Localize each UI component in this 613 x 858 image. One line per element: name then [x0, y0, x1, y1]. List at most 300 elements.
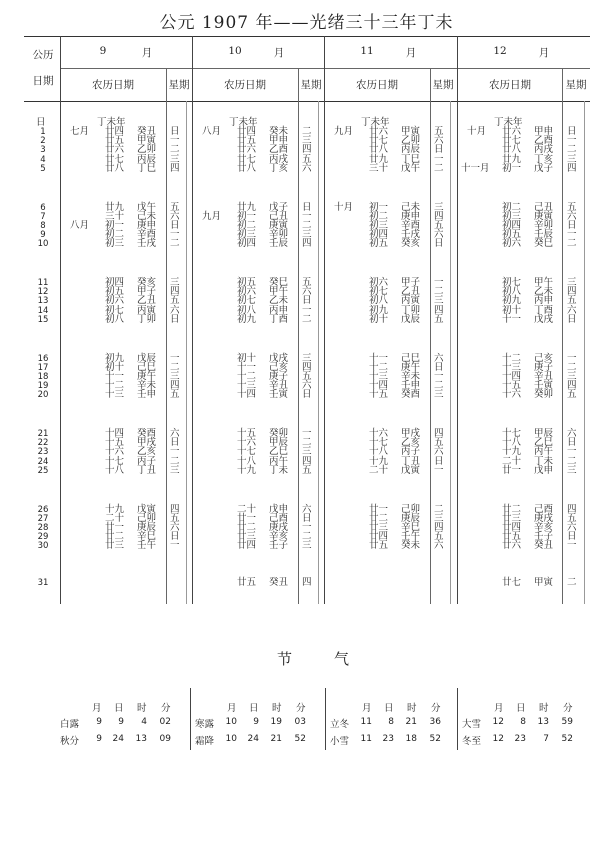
weekday: 一 [170, 229, 180, 241]
lunar-day: 十七 [237, 446, 257, 458]
ganzhi: 辛亥 [534, 521, 554, 533]
jieqi-value: 18 [405, 734, 417, 744]
ganzhi: 庚子 [269, 370, 289, 382]
weekday: 四 [567, 162, 577, 174]
lunar-day: 廿四 [237, 126, 257, 137]
lunar-day: 廿三 [105, 540, 125, 552]
lunar-day: 十九 [369, 455, 389, 467]
day-number: 24 [37, 456, 49, 467]
jieqi-value: 8 [520, 717, 526, 727]
ganzhi: 甲申 [269, 135, 289, 147]
lunar-day: 初六 [502, 238, 522, 250]
weekday: 一 [170, 446, 180, 458]
lunar-day: 廿七 [502, 135, 522, 147]
jieqi-value: 52 [429, 734, 441, 744]
lunar-day: 十四 [369, 380, 389, 392]
ganzhi: 甲午 [534, 277, 554, 288]
lunar-day: 初二 [369, 210, 389, 222]
ganzhi: 戊午 [137, 201, 157, 213]
weekday: 一 [170, 135, 180, 147]
weekday: 五 [434, 313, 444, 325]
weekday: 三 [302, 229, 312, 241]
lunar-day: 初十 [502, 304, 522, 316]
lunar-day: 廿一 [369, 503, 389, 515]
lunar-day: 初二 [502, 201, 522, 213]
weekday: 四 [567, 380, 577, 392]
day-number: 27 [37, 513, 49, 524]
weekday: 五 [434, 219, 444, 231]
jieqi-divider [325, 688, 326, 750]
ganzhi: 乙巳 [534, 437, 554, 449]
jieqi-value: 59 [561, 717, 573, 727]
jieqi-value: 23 [382, 734, 394, 744]
ganzhi: 甲寅 [534, 577, 554, 588]
weekday: 五 [567, 201, 577, 213]
weekday: 一 [170, 540, 180, 552]
lunar-day: 十八 [502, 437, 522, 449]
jieqi-value: 24 [112, 734, 124, 744]
ganzhi: 庚午 [401, 361, 421, 373]
weekday: 二 [302, 219, 312, 231]
lunar-day: 初九 [369, 304, 389, 316]
jieqi-value: 52 [294, 734, 306, 744]
lunar-day: 廿一 [105, 521, 125, 533]
jieqi-divider [457, 688, 458, 750]
weekday: 三 [302, 352, 312, 364]
lunar-day: 初五 [502, 229, 522, 241]
day-number: 28 [37, 522, 49, 533]
jieqi-value: 4 [141, 717, 147, 727]
lunar-day: 初八 [369, 295, 389, 307]
lunar-month-mark: 八月 [202, 126, 222, 137]
lunar-month-mark: 九月 [202, 210, 222, 222]
weekday: 四 [567, 286, 577, 298]
ganzhi: 丁未 [269, 464, 289, 476]
ganzhi: 甲子 [137, 286, 157, 298]
ganzhi: 丙申 [269, 304, 289, 316]
weekday: 一 [434, 370, 444, 382]
jieqi-col-header: 时 [539, 703, 549, 714]
lunar-day: 十六 [237, 437, 257, 449]
day-number: 7 [40, 211, 46, 222]
ganzhi: 壬辰 [534, 229, 554, 241]
lunar-day: 十一 [237, 361, 257, 373]
weekday: 二 [170, 455, 180, 467]
ganzhi: 己未 [401, 201, 421, 213]
ganzhi: 己亥 [534, 352, 554, 364]
weekday: 六 [170, 428, 180, 439]
lunar-month-mark: 九月 [334, 126, 354, 137]
ganzhi: 癸巳 [269, 277, 289, 288]
ganzhi: 乙酉 [534, 135, 554, 147]
ganzhi: 壬申 [137, 389, 157, 401]
ganzhi: 戊寅 [137, 503, 157, 515]
ganzhi: 壬子 [534, 531, 554, 543]
lunar-day: 廿六 [369, 126, 389, 137]
lunar-day: 十八 [369, 446, 389, 458]
weekday: 日 [434, 144, 444, 156]
day-number: 17 [37, 362, 49, 373]
day-number: 1 [40, 127, 46, 137]
ganzhi: 癸丑 [269, 577, 289, 588]
weekday: 四 [170, 286, 180, 298]
lunar-day: 廿四 [369, 531, 389, 543]
header-month-yue: 月 [405, 47, 417, 59]
lunar-day: 十三 [105, 389, 125, 401]
lunar-day: 十二 [369, 361, 389, 373]
day-number: 9 [40, 230, 46, 241]
lunar-day: 初七 [105, 304, 125, 316]
weekday: 一 [302, 428, 312, 439]
lunar-day: 十九 [237, 464, 257, 476]
ganzhi: 壬辰 [269, 238, 289, 250]
ganzhi: 乙丑 [137, 295, 157, 307]
lunar-day: 初十 [369, 313, 389, 325]
weekday: 一 [434, 464, 444, 476]
weekday: 一 [302, 304, 312, 316]
header-riqi: 日期 [32, 75, 54, 87]
jieqi-col-header: 分 [563, 703, 573, 714]
weekday: 日 [302, 295, 312, 307]
lunar-day: 十九 [502, 446, 522, 458]
lunar-day: 三十 [369, 162, 389, 174]
weekday: 二 [170, 238, 180, 250]
lunar-day: 初一 [237, 210, 257, 222]
jieqi-col-header: 日 [249, 703, 259, 714]
lunar-day: 初六 [105, 295, 125, 307]
weekday: 六 [567, 428, 577, 439]
weekday: 日 [567, 126, 577, 137]
ganzhi: 己未 [137, 210, 157, 222]
ganzhi: 庚子 [534, 361, 554, 373]
header-ri: 日 [36, 117, 46, 128]
weekday: 三 [567, 464, 577, 476]
header-mid-rule [60, 68, 590, 69]
lunar-day: 十七 [369, 437, 389, 449]
ganzhi: 戊戌 [269, 352, 289, 364]
ganzhi: 癸卯 [269, 428, 289, 439]
lunar-day: 二十 [369, 464, 389, 476]
weekday: 六 [434, 229, 444, 241]
weekday: 五 [434, 126, 444, 137]
ganzhi: 乙酉 [269, 144, 289, 156]
ganzhi: 丁未 [534, 455, 554, 467]
jieqi-value: 13 [537, 717, 549, 727]
lunar-day: 初七 [369, 286, 389, 298]
ganzhi: 戊戌 [534, 313, 554, 325]
weekday: 三 [567, 153, 577, 165]
ganzhi: 丙戌 [534, 144, 554, 156]
jieqi-name: 秋分 [60, 736, 80, 747]
weekday: 五 [302, 277, 312, 288]
ganzhi: 乙未 [269, 295, 289, 307]
lunar-day: 廿八 [369, 144, 389, 156]
lunar-day: 十五 [105, 437, 125, 449]
header-nongli: 农历日期 [224, 79, 266, 91]
ganzhi: 乙未 [534, 286, 554, 298]
ganzhi: 戊子 [269, 201, 289, 213]
lunar-day: 廿三 [502, 512, 522, 524]
ganzhi: 丁卯 [137, 313, 157, 325]
ganzhi: 乙亥 [137, 446, 157, 458]
header-month-number: 9 [99, 45, 107, 57]
weekday: 四 [567, 503, 577, 515]
ganzhi: 庚寅 [534, 210, 554, 222]
header-xingqi: 星期 [300, 79, 322, 91]
weekday: 二 [302, 126, 312, 137]
jieqi-value: 21 [270, 734, 282, 744]
weekday: 六 [434, 446, 444, 458]
ganzhi: 戊申 [534, 464, 554, 476]
header-xingqi: 星期 [565, 79, 587, 91]
jieqi-col-header: 日 [516, 703, 526, 714]
jieqi-col-header: 分 [431, 703, 441, 714]
jieqi-name: 小雪 [330, 736, 350, 747]
day-number: 2 [40, 136, 46, 147]
year-mark: 丁未年 [361, 117, 390, 128]
day-number: 15 [37, 314, 49, 325]
ganzhi: 壬戌 [137, 238, 157, 250]
weekday: 一 [567, 540, 577, 552]
ganzhi: 癸卯 [534, 389, 554, 401]
ganzhi: 甲辰 [269, 437, 289, 449]
lunar-day: 十七 [502, 428, 522, 439]
jieqi-value: 9 [96, 717, 102, 727]
weekday: 四 [434, 428, 444, 439]
jieqi-col-header: 月 [494, 703, 504, 714]
ganzhi: 丁丑 [401, 455, 421, 467]
lunar-day: 廿七 [369, 135, 389, 147]
jieqi-title: 节 气 [277, 650, 354, 668]
weekday: 一 [434, 153, 444, 165]
ganzhi: 丁酉 [534, 304, 554, 316]
ganzhi: 乙卯 [401, 135, 421, 147]
ganzhi: 壬午 [401, 531, 421, 543]
ganzhi: 庚申 [137, 219, 157, 231]
weekday: 四 [434, 521, 444, 533]
lunar-day: 廿八 [502, 144, 522, 156]
lunar-day: 十四 [105, 428, 125, 439]
ganzhi: 壬寅 [534, 380, 554, 392]
lunar-day: 廿五 [502, 531, 522, 543]
ganzhi: 庚午 [137, 370, 157, 382]
weekday: 二 [170, 361, 180, 373]
weekday: 二 [170, 144, 180, 156]
weekday: 三 [302, 540, 312, 552]
weekday: 六 [302, 286, 312, 298]
weekday: 日 [170, 437, 180, 449]
jieqi-value: 9 [253, 717, 259, 727]
weekday: 二 [567, 577, 577, 588]
lunar-day: 廿一 [237, 512, 257, 524]
lunar-day: 初三 [502, 210, 522, 222]
ganzhi: 甲午 [269, 286, 289, 298]
weekday: 三 [170, 277, 180, 288]
jieqi-name: 白露 [60, 719, 80, 730]
ganzhi: 己亥 [269, 361, 289, 373]
lunar-day: 十五 [237, 428, 257, 439]
weekday: 六 [434, 352, 444, 364]
jieqi-value: 12 [492, 734, 504, 744]
lunar-day: 二十 [502, 455, 522, 467]
lunar-day: 十九 [105, 503, 125, 515]
weekday: 三 [434, 295, 444, 307]
weekday: 一 [302, 210, 312, 222]
weekday: 四 [434, 210, 444, 222]
lunar-day: 初一 [502, 162, 522, 174]
ganzhi: 丙辰 [401, 144, 421, 156]
weekday: 日 [567, 313, 577, 325]
jieqi-col-header: 分 [296, 703, 306, 714]
ganzhi: 癸亥 [401, 238, 421, 250]
year-mark: 丁未年 [229, 117, 258, 128]
ganzhi: 庚戌 [534, 512, 554, 524]
ganzhi: 己巳 [137, 361, 157, 373]
year-mark: 丁未年 [494, 117, 523, 128]
section-divider [60, 36, 61, 604]
lunar-day: 初五 [369, 238, 389, 250]
weekday: 五 [170, 295, 180, 307]
weekday: 一 [567, 135, 577, 147]
lunar-day: 三十 [105, 210, 125, 222]
jieqi-name: 冬至 [462, 736, 482, 747]
weekday: 一 [170, 352, 180, 364]
day-number: 12 [37, 287, 49, 298]
weekday: 三 [302, 446, 312, 458]
weekday: 五 [567, 512, 577, 524]
weekday: 六 [567, 304, 577, 316]
header-nongli: 农历日期 [489, 79, 531, 91]
lunar-day: 十六 [502, 389, 522, 401]
weekday: 四 [170, 380, 180, 392]
lunar-day: 初九 [237, 313, 257, 325]
year-mark: 丁未年 [97, 117, 126, 128]
ganzhi: 丁巳 [401, 153, 421, 165]
header-month-number: 10 [228, 45, 242, 57]
day-number: 23 [37, 447, 49, 458]
lunar-day: 十一 [502, 313, 522, 325]
lunar-day: 廿七 [237, 153, 257, 165]
lunar-day: 廿六 [502, 126, 522, 137]
lunar-day: 廿三 [369, 521, 389, 533]
day-number: 8 [40, 220, 46, 231]
ganzhi: 癸未 [269, 126, 289, 137]
day-number: 20 [37, 390, 49, 401]
ganzhi: 辛酉 [401, 219, 421, 231]
lunar-day: 廿二 [105, 531, 125, 543]
day-number: 5 [40, 163, 46, 174]
lunar-day: 十二 [105, 380, 125, 392]
header-xingqi: 星期 [432, 79, 454, 91]
ganzhi: 癸亥 [137, 277, 157, 288]
ganzhi: 癸未 [401, 540, 421, 552]
ganzhi: 辛巳 [137, 531, 157, 543]
section-divider [457, 36, 458, 604]
ganzhi: 庚申 [401, 210, 421, 222]
weekday: 四 [302, 238, 312, 250]
weekday: 一 [567, 229, 577, 241]
lunar-day: 初九 [502, 295, 522, 307]
lunar-day: 廿六 [105, 144, 125, 156]
weekday: 五 [170, 389, 180, 401]
lunar-day: 十八 [105, 464, 125, 476]
header-bottom-rule [24, 101, 590, 102]
ganzhi: 丙午 [269, 455, 289, 467]
jieqi-divider [190, 688, 191, 750]
day-number: 29 [37, 532, 49, 543]
day-number: 26 [37, 504, 49, 515]
jieqi-name: 霜降 [195, 736, 215, 747]
lunar-day: 廿九 [369, 153, 389, 165]
ganzhi: 丁巳 [137, 162, 157, 174]
weekday: 五 [302, 464, 312, 476]
jieqi-value: 23 [514, 734, 526, 744]
ganzhi: 壬子 [269, 540, 289, 552]
jieqi-col-header: 时 [272, 703, 282, 714]
page-title: 公元 1907 年——光绪三十三年丁未 [159, 13, 454, 33]
lunar-day: 十六 [369, 428, 389, 439]
ganzhi: 己丑 [534, 201, 554, 213]
weekday: 日 [567, 219, 577, 231]
ganzhi: 乙卯 [137, 144, 157, 156]
jieqi-value: 8 [388, 717, 394, 727]
jieqi-value: 9 [96, 734, 102, 744]
day-number: 19 [37, 381, 49, 392]
weekday: 一 [302, 521, 312, 533]
lunar-day: 初九 [105, 352, 125, 364]
ganzhi: 丙寅 [137, 304, 157, 316]
ganzhi: 甲戌 [137, 437, 157, 449]
ganzhi: 癸酉 [137, 428, 157, 439]
weekday: 日 [302, 512, 312, 524]
ganzhi: 乙巳 [269, 446, 289, 458]
weekday: 四 [434, 304, 444, 316]
weekday: 二 [567, 144, 577, 156]
weekday: 三 [567, 277, 577, 288]
ganzhi: 丙午 [534, 446, 554, 458]
ganzhi: 甲寅 [137, 135, 157, 147]
day-number: 31 [37, 578, 49, 588]
lunar-day: 初二 [237, 219, 257, 231]
weekday: 五 [434, 531, 444, 543]
header-xingqi: 星期 [168, 79, 190, 91]
header-gongli: 公历 [32, 49, 54, 61]
lunar-day: 初四 [105, 277, 125, 288]
weekday: 六 [170, 521, 180, 533]
lunar-day: 十三 [237, 380, 257, 392]
header-nongli: 农历日期 [356, 79, 398, 91]
weekday: 二 [567, 238, 577, 250]
ganzhi: 己卯 [137, 512, 157, 524]
lunar-day: 初一 [105, 219, 125, 231]
lunar-day: 廿七 [502, 577, 522, 588]
lunar-day: 廿三 [237, 531, 257, 543]
jieqi-value: 36 [429, 717, 441, 727]
ganzhi: 甲申 [534, 126, 554, 137]
ganzhi: 癸酉 [401, 389, 421, 401]
lunar-day: 十八 [237, 455, 257, 467]
ganzhi: 己巳 [401, 352, 421, 364]
lunar-day: 初一 [369, 201, 389, 213]
lunar-month-mark: 十月 [467, 126, 487, 137]
lunar-day: 廿六 [237, 144, 257, 156]
jieqi-value: 10 [225, 734, 237, 744]
weekday: 日 [302, 389, 312, 401]
ganzhi: 丙戌 [269, 153, 289, 165]
ganzhi: 戊辰 [137, 352, 157, 364]
ganzhi: 辛丑 [534, 370, 554, 382]
jieqi-col-header: 时 [407, 703, 417, 714]
